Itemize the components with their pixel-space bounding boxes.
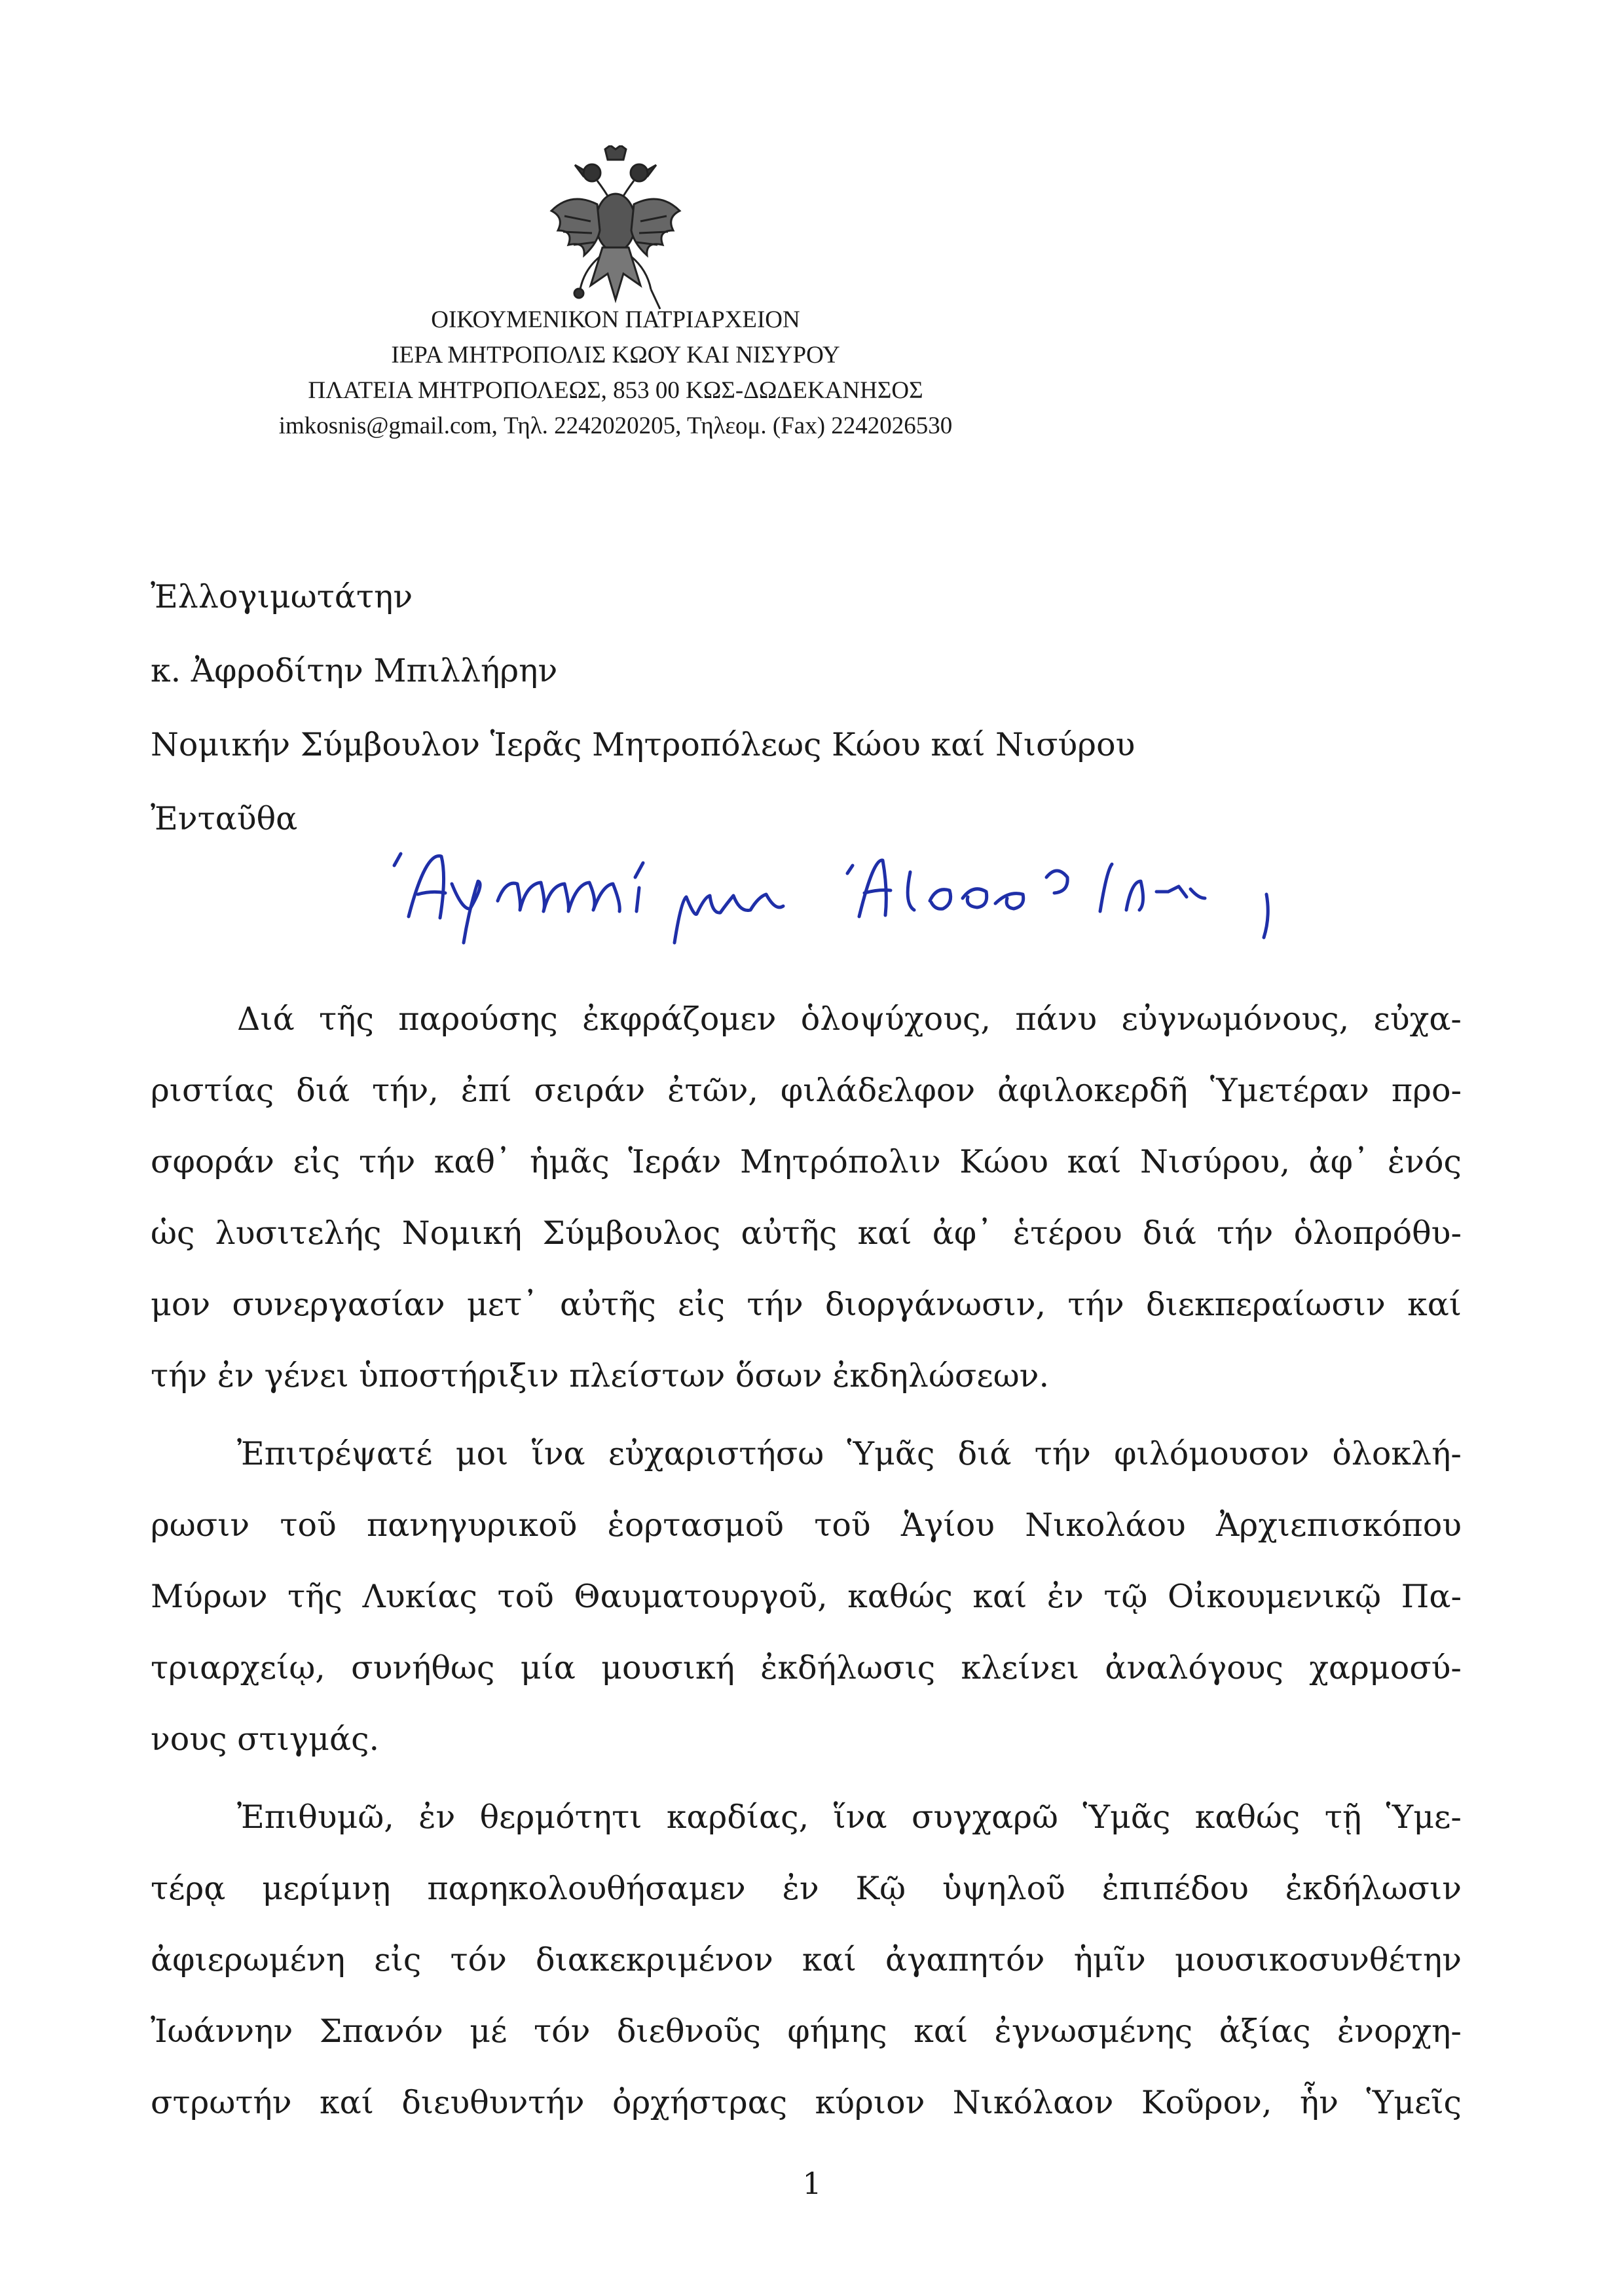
recipient-name: κ. Ἀφροδίτην Μπιλλήρην [151,652,558,689]
letterhead [0,302,1231,444]
handwritten-salutation [386,838,1303,949]
paragraph-line: Διά τῆς παρούσης ἐκφράζομεν ὁλοψύχους, πάνυ εὐγνωμόνους, εὐχα- [237,1000,1462,1038]
paragraph-line: Ἰωάννην Σπανόν μέ τόν διεθνοῦς φήμης καί ἐγνωσμένης ἀξίας ἐνορχη- [151,2013,1462,2050]
paragraph-2 [151,1418,1462,1775]
page-number: 1 [802,2166,822,2201]
letter-body [151,983,1462,2145]
paragraph-line: ρωσιν τοῦ πανηγυρικοῦ ἑορτασμοῦ τοῦ Ἁγίου Νικολάου Ἀρχιεπισκόπου [151,1506,1462,1544]
paragraph-line: Μύρων τῆς Λυκίας τοῦ Θαυματουργοῦ, καθώς καί ἐν τῷ Οἰκουμενικῷ Πα- [151,1578,1462,1615]
paragraph-line: Ἐπιθυμῶ, ἐν θερμότητι καρδίας, ἵνα συγχαρῶ Ὑμᾶς καθώς τῇ Ὑμε- [237,1798,1462,1836]
paragraph-1 [151,983,1462,1412]
paragraph-line: σφοράν εἰς τήν καθ᾽ ἡμᾶς Ἱεράν Μητρόπολιν Κώου καί Νισύρου, ἀφ᾽ ἑνός [151,1143,1462,1180]
recipient-title: Νομικήν Σύμβουλον Ἱερᾶς Μητροπόλεως Κώου καί Νισύρου [151,726,1135,763]
double-headed-eagle-icon [545,145,686,313]
recipient-block [151,560,1135,856]
paragraph-3 [151,1781,1462,2138]
recipient-honorific: Ἐλλογιμωτάτην [151,578,413,615]
paragraph-line: ριστίας διά τήν, ἐπί σειράν ἐτῶν, φιλάδελφον ἀφιλοκερδῆ Ὑμετέραν προ- [151,1072,1462,1109]
paragraph-line: ὡς λυσιτελής Νομική Σύμβουλος αὐτῆς καί ἀφ᾽ ἑτέρου διά τήν ὁλοπρόθυ- [151,1214,1462,1252]
paragraph-line: τέρᾳ μερίμνῃ παρηκολουθήσαμεν ἐν Κῷ ὑψηλοῦ ἐπιπέδου ἐκδήλωσιν [151,1870,1462,1907]
letterhead-metropolis: ΙΕΡΑ ΜΗΤΡΟΠΟΛΙΣ ΚΩΟΥ ΚΑΙ ΝΙΣΥΡΟΥ [391,342,840,369]
letterhead-patriarchate: ΟΙΚΟΥΜΕΝΙΚΟΝ ΠΑΤΡΙΑΡΧΕΙΟΝ [431,306,800,333]
paragraph-line: τριαρχείῳ, συνήθως μία μουσική ἐκδήλωσις κλείνει ἀναλόγους χαρμοσύ- [151,1649,1462,1686]
paragraph-line: Ἐπιτρέψατέ μοι ἵνα εὐχαριστήσω Ὑμᾶς διά τήν φιλόμουσον ὁλοκλή- [237,1435,1462,1472]
paragraph-line: μον συνεργασίαν μετ᾽ αὐτῆς εἰς τήν διοργάνωσιν, τήν διεκπεραίωσιν καί [151,1286,1462,1323]
paragraph-line: ἀφιερωμένη εἰς τόν διακεκριμένον καί ἀγαπητόν ἡμῖν μουσικοσυνθέτην [151,1941,1462,1978]
letterhead-address: ΠΛΑΤΕΙΑ ΜΗΤΡΟΠΟΛΕΩΣ, 853 00 ΚΩΣ-ΔΩΔΕΚΑΝΗΣΟΣ [308,377,923,404]
paragraph-line: τήν ἐν γένει ὑποστήριξιν πλείστων ὅσων ἐκδηλώσεων. [151,1357,1050,1394]
paragraph-line: στρωτήν καί διευθυντήν ὀρχήστρας κύριον Νικόλαον Κοῦρον, ἧν Ὑμεῖς [151,2084,1462,2121]
letterhead-contact: imkosnis@gmail.com, Τηλ. 2242020205, Τηλεομ. (Fax) 2242026530 [278,412,953,439]
recipient-location: Ἐνταῦθα [151,800,298,837]
paragraph-line: νους στιγμάς. [151,1721,380,1758]
